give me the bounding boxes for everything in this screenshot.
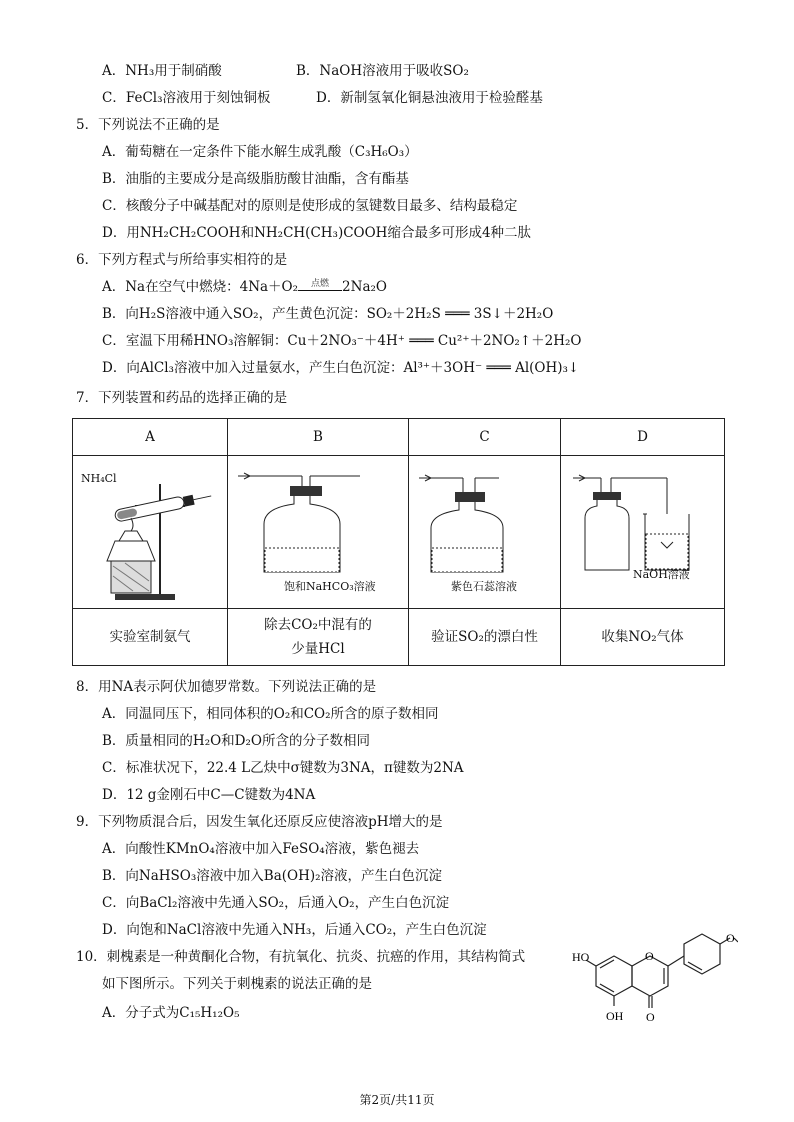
q5-stem: 5．下列说法不正确的是 [76, 117, 220, 133]
purpose-c: 验证SO₂的漂白性 [409, 609, 561, 666]
q9-option-b: B．向NaHSO₃溶液中加入Ba(OH)₂溶液，产生白色沉淀 [102, 868, 443, 884]
q5-option-d: D．用NH₂CH₂COOH和NH₂CH(CH₃)COOH缩合最多可形成4种二肽 [102, 225, 532, 241]
purpose-b-line1: 除去CO₂中混有的 [264, 617, 372, 633]
q10-option-a: A．分子式为C₁₅H₁₂O₅ [102, 1005, 240, 1021]
q9-option-d: D．向饱和NaCl溶液中先通入NH₃，后通入CO₂，产生白色沉淀 [102, 922, 487, 938]
apparatus-c-solution: 紫色石蕊溶液 [451, 580, 517, 593]
q5-option-c: C．核酸分子中碱基配对的原则是使形成的氢键数目最多、结构最稳定 [102, 198, 518, 214]
struct-methoxy-oxygen: O [726, 931, 735, 945]
q4-option-b: B．NaOH溶液用于吸收SO₂ [296, 63, 469, 79]
ammonia-generator-diagram [75, 456, 225, 606]
q6-a-condition: 点燃 [311, 279, 330, 289]
q6-option-c: C．室温下用稀HNO₃溶解铜：Cu＋2NO₃⁻＋4H⁺ ═══ Cu²⁺＋2NO₂↑＋2H₂O [102, 333, 582, 349]
apparatus-c-cell [409, 456, 561, 609]
q9-option-a: A．向酸性KMnO₄溶液中加入FeSO₄溶液，紫色褪去 [102, 841, 420, 857]
q10-stem-line1: 10．刺槐素是一种黄酮化合物，有抗氧化、抗炎、抗癌的作用，其结构简式 [76, 949, 526, 965]
table-header-c: C [409, 419, 561, 456]
q9-option-c: C．向BaCl₂溶液中先通入SO₂，后通入O₂，产生白色沉淀 [102, 895, 450, 911]
q5-option-a: A．葡萄糖在一定条件下能水解生成乳酸（C₃H₆O₃） [102, 144, 418, 160]
q10-stem-line2: 如下图所示。下列关于刺槐素的说法正确的是 [102, 976, 372, 992]
q8-option-b: B．质量相同的H₂O和D₂O所含的分子数相同 [102, 733, 370, 749]
q8-option-c: C．标准状况下，22.4 L乙炔中σ键数为3NA，π键数为2NA [102, 760, 464, 776]
q4-option-d: D．新制氢氧化铜悬浊液用于检验醛基 [316, 90, 543, 106]
q6-option-b: B．向H₂S溶液中通入SO₂，产生黄色沉淀：SO₂＋2H₂S ═══ 3S↓＋2H₂O [102, 306, 554, 322]
struct-ho-label: HO [572, 950, 590, 964]
table-header-b: B [228, 419, 409, 456]
q7-stem: 7．下列装置和药品的选择正确的是 [76, 390, 288, 406]
purpose-d: 收集NO₂气体 [561, 609, 725, 666]
apparatus-b-cell [228, 456, 409, 609]
table-header-a: A [73, 419, 228, 456]
apparatus-b-solution: 饱和NaHCO₃溶液 [284, 580, 376, 593]
q8-stem: 8．用NA表示阿伏加德罗常数。下列说法正确的是 [76, 679, 377, 695]
q6-option-d: D．向AlCl₃溶液中加入过量氨水，产生白色沉淀：Al³⁺＋3OH⁻ ═══ Al(OH)₃↓ [102, 360, 580, 376]
q4-option-c: C．FeCl₃溶液用于刻蚀铜板 [102, 90, 271, 106]
purpose-b [228, 609, 409, 666]
purpose-a: 实验室制氨气 [73, 609, 228, 666]
q6-a-text: A．Na在空气中燃烧：4Na＋O₂ [102, 279, 299, 295]
apparatus-a-reagent: NH₄Cl [81, 472, 117, 485]
q6-a-product: 2Na₂O [342, 279, 387, 295]
reaction-condition [298, 279, 342, 291]
apparatus-d-cell [561, 456, 725, 609]
apparatus-d-solution: NaOH溶液 [633, 568, 690, 581]
q9-stem: 9．下列物质混合后，因发生氧化还原反应使溶液pH增大的是 [76, 814, 443, 830]
q8-option-a: A．同温同压下，相同体积的O₂和CO₂所含的原子数相同 [102, 706, 439, 722]
gas-collection-setup-d [563, 456, 723, 606]
apparatus-a-cell [73, 456, 228, 609]
page-footer: 第2页/共11页 [359, 1093, 435, 1107]
q5-option-b: B．油脂的主要成分是高级脂肪酸甘油酯，含有酯基 [102, 171, 409, 187]
table-header-d: D [561, 419, 725, 456]
q4-option-a: A．NH₃用于制硝酸 [102, 63, 222, 79]
acacetin-structure-diagram [570, 928, 738, 1028]
q8-option-d: D．12 g金刚石中C—C键数为4NA [102, 787, 316, 803]
struct-ketone-oxygen: O [646, 1010, 655, 1024]
q6-option-a [102, 278, 387, 296]
struct-ring-oxygen: O [645, 949, 654, 963]
purpose-b-line2: 少量HCl [291, 641, 345, 657]
struct-oh-label: OH [606, 1009, 624, 1023]
apparatus-table [72, 418, 725, 666]
q6-stem: 6．下列方程式与所给事实相符的是 [76, 252, 288, 268]
